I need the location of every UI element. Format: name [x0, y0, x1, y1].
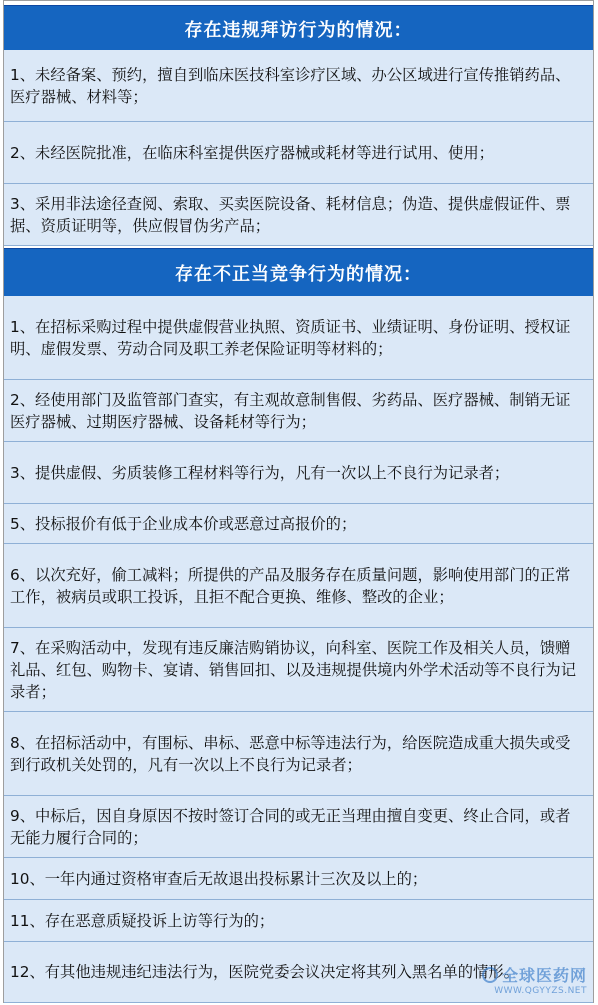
list-item: 2、未经医院批准，在临床科室提供医疗器械或耗材等进行试用、使用；	[4, 122, 593, 184]
section-title: 存在不正当竞争行为的情况：	[175, 264, 422, 285]
watermark-name: 全球医药网	[501, 966, 587, 985]
list-item: 8、在招标活动中，有围标、串标、恶意中标等违法行为，给医院造成重大损失或受到行政机关处罚的，凡有一次以上不良行为记录者；	[4, 712, 593, 796]
list-item: 11、存在恶意质疑投诉上访等行为的；	[4, 900, 593, 942]
section-header-unfair-competition	[4, 248, 593, 298]
list-item: 3、采用非法途径查阅、索取、买卖医院设备、耗材信息；伪造、提供虚假证件、票据、资质证明等，供应假冒伪劣产品；	[4, 184, 593, 246]
list-item: 3、提供虚假、劣质装修工程材料等行为，凡有一次以上不良行为记录者；	[4, 442, 593, 504]
list-item: 10、一年内通过资格审查后无故退出投标累计三次及以上的；	[4, 858, 593, 900]
list-item: 1、在招标采购过程中提供虚假营业执照、资质证书、业绩证明、身份证明、授权证明、虚假发票、劳动合同及职工养老保险证明等材料的；	[4, 296, 593, 380]
section-header-visit-violations	[4, 5, 593, 52]
globe-logo-icon	[482, 967, 498, 983]
document-table	[3, 0, 594, 1003]
list-item: 5、投标报价有低于企业成本价或恶意过高报价的；	[4, 504, 593, 544]
section-title: 存在违规拜访行为的情况：	[184, 19, 413, 41]
watermark-url: WWW.QGYYZS.NET	[494, 986, 587, 996]
list-item: 1、未经备案、预约，擅自到临床医技科室诊疗区域、办公区域进行宣传推销药品、医疗器械、材料等；	[4, 50, 593, 122]
watermark	[482, 963, 587, 996]
list-item: 12、有其他违规违纪违法行为，医院党委会议决定将其列入黑名单的情形。	[4, 942, 593, 1003]
list-item: 6、以次充好，偷工减料；所提供的产品及服务存在质量问题，影响使用部门的正常工作，被病员或职工投诉，且拒不配合更换、维修、整改的企业；	[4, 544, 593, 628]
list-item: 2、经使用部门及监管部门查实，有主观故意制售假、劣药品、医疗器械、制销无证医疗器械、过期医疗器械、设备耗材等行为；	[4, 380, 593, 442]
list-item: 7、在采购活动中，发现有违反廉洁购销协议，向科室、医院工作及相关人员，馈赠礼品、红包、购物卡、宴请、销售回扣、以及违规提供境内外学术活动等不良行为记录者；	[4, 628, 593, 712]
list-item: 9、中标后，因自身原因不按时签订合同的或无正当理由擅自变更、终止合同，或者无能力履行合同的；	[4, 796, 593, 858]
